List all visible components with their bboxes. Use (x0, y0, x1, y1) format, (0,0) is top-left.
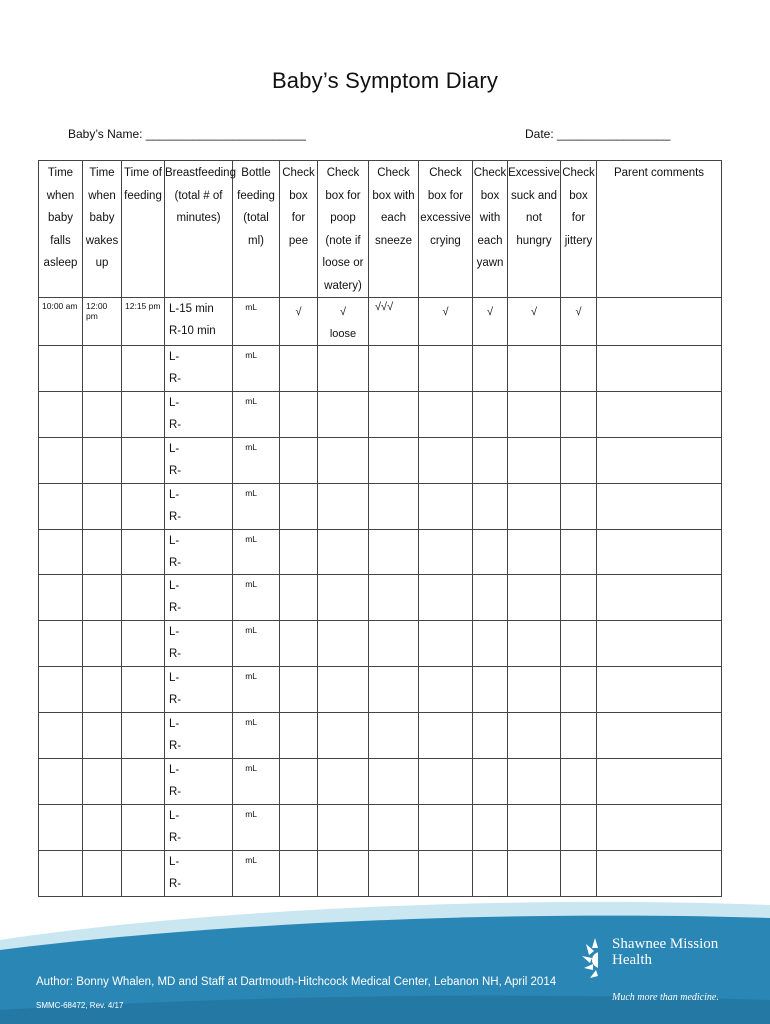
cell-comments[interactable] (597, 391, 722, 437)
cell-poop[interactable] (318, 391, 369, 437)
cell-feeding[interactable] (122, 391, 165, 437)
cell-breastfeeding[interactable] (165, 850, 233, 896)
cell-wakes[interactable] (83, 759, 122, 805)
bottle-ml-label: mL (245, 625, 257, 636)
cell-jittery[interactable] (561, 483, 597, 529)
cell-jittery[interactable] (561, 759, 597, 805)
cell-yawn[interactable] (473, 437, 508, 483)
cell-bottle[interactable] (233, 804, 280, 850)
cell-suck[interactable] (508, 667, 561, 713)
cell-yawn[interactable] (473, 575, 508, 621)
cell-feeding[interactable] (122, 437, 165, 483)
cell-feeding[interactable] (122, 804, 165, 850)
breast-right-label: R- (169, 831, 182, 844)
cell-poop[interactable] (318, 529, 369, 575)
cell-wakes[interactable] (83, 713, 122, 759)
cell-breastfeeding[interactable] (165, 621, 233, 667)
cell-asleep[interactable]: 10:00 am (39, 298, 83, 346)
breast-right-label: R- (169, 786, 182, 799)
cell-crying[interactable] (419, 759, 473, 805)
breast-right-label: R- (169, 464, 182, 477)
cell-bottle[interactable] (233, 759, 280, 805)
cell-crying[interactable] (419, 483, 473, 529)
cell-sneeze[interactable] (369, 713, 419, 759)
cell-yawn[interactable] (473, 529, 508, 575)
cell-comments[interactable] (597, 437, 722, 483)
header-row (39, 161, 722, 298)
cell-sneeze[interactable] (369, 575, 419, 621)
header-sneeze: Check box with each sneeze (369, 161, 419, 298)
sunburst-logo-icon (578, 930, 612, 1000)
cell-asleep[interactable] (39, 346, 83, 392)
cell-wakes[interactable] (83, 621, 122, 667)
header-time-feeding: Time of feeding (122, 161, 165, 298)
date-field[interactable]: Date: _________________ (525, 127, 671, 141)
header-parent-comments: Parent comments (597, 161, 722, 298)
cell-yawn[interactable] (473, 667, 508, 713)
breast-right-label: R- (169, 418, 182, 431)
cell-jittery[interactable]: √ (561, 298, 597, 346)
cell-pee[interactable] (280, 483, 318, 529)
cell-asleep[interactable] (39, 850, 83, 896)
breast-left-label: L- (169, 488, 180, 501)
cell-comments[interactable] (597, 667, 722, 713)
cell-suck[interactable] (508, 621, 561, 667)
cell-bottle[interactable] (233, 391, 280, 437)
cell-sneeze[interactable] (369, 529, 419, 575)
cell-suck[interactable]: √ (508, 298, 561, 346)
cell-yawn[interactable] (473, 346, 508, 392)
cell-poop[interactable] (318, 667, 369, 713)
breast-left-label: L- (169, 351, 180, 363)
breast-left-label: L- (169, 764, 180, 777)
breast-left-label: L- (169, 580, 180, 593)
header-poop: Check box for poop (note if loose or watery) (318, 161, 369, 298)
cell-yawn[interactable] (473, 713, 508, 759)
table-row (39, 529, 722, 575)
cell-comments[interactable] (597, 759, 722, 805)
cell-pee[interactable] (280, 667, 318, 713)
cell-sneeze[interactable] (369, 483, 419, 529)
cell-jittery[interactable] (561, 346, 597, 392)
cell-feeding[interactable] (122, 759, 165, 805)
cell-wakes[interactable] (83, 437, 122, 483)
header-breastfeeding: Breastfeeding (total # of minutes) (165, 161, 233, 298)
header-bottle-feeding: Bottle feeding (total ml) (233, 161, 280, 298)
cell-bottle[interactable] (233, 667, 280, 713)
breast-right-label: R- (169, 373, 182, 385)
cell-feeding[interactable]: 12:15 pm (122, 298, 165, 346)
example-row (39, 298, 722, 346)
breast-right-label: R- (169, 602, 182, 615)
bottle-ml-label: mL (245, 763, 257, 774)
cell-yawn[interactable] (473, 621, 508, 667)
cell-poop[interactable] (318, 437, 369, 483)
cell-crying[interactable] (419, 804, 473, 850)
cell-bottle[interactable] (233, 621, 280, 667)
cell-bottle[interactable] (233, 713, 280, 759)
table-row (39, 621, 722, 667)
cell-breastfeeding[interactable] (165, 346, 233, 392)
cell-jittery[interactable] (561, 437, 597, 483)
cell-jittery[interactable] (561, 804, 597, 850)
breast-right-label: R- (169, 740, 182, 753)
cell-wakes[interactable] (83, 391, 122, 437)
table-row (39, 850, 722, 896)
cell-feeding[interactable] (122, 575, 165, 621)
cell-feeding[interactable] (122, 529, 165, 575)
cell-suck[interactable] (508, 804, 561, 850)
form-code: SMMC-68472, Rev. 4/17 (36, 1001, 124, 1010)
header-time-wakes: Time when baby wakes up (83, 161, 122, 298)
cell-breastfeeding[interactable] (165, 713, 233, 759)
cell-jittery[interactable] (561, 529, 597, 575)
cell-breastfeeding[interactable] (165, 804, 233, 850)
table-row (39, 437, 722, 483)
bottle-ml-label: mL (245, 717, 257, 728)
cell-breastfeeding[interactable] (165, 391, 233, 437)
cell-suck[interactable] (508, 437, 561, 483)
cell-wakes[interactable] (83, 850, 122, 896)
bottle-ml-label: mL (245, 350, 257, 360)
table-row (39, 483, 722, 529)
table-row (39, 667, 722, 713)
cell-comments[interactable] (597, 529, 722, 575)
page-title: Baby’s Symptom Diary (271, 68, 499, 93)
cell-comments[interactable] (597, 483, 722, 529)
cell-crying[interactable] (419, 437, 473, 483)
table-row (39, 346, 722, 392)
cell-feeding[interactable] (122, 850, 165, 896)
breast-left-label: L- (169, 672, 180, 685)
breast-left-label: L- (169, 626, 180, 639)
cell-comments[interactable] (597, 621, 722, 667)
cell-crying[interactable] (419, 621, 473, 667)
cell-sneeze[interactable] (369, 437, 419, 483)
cell-comments[interactable] (597, 713, 722, 759)
cell-asleep[interactable] (39, 529, 83, 575)
cell-crying[interactable]: √ (419, 298, 473, 346)
breast-left-label: L- (169, 809, 180, 822)
cell-jittery[interactable] (561, 391, 597, 437)
cell-breastfeeding[interactable] (165, 575, 233, 621)
table-row (39, 804, 722, 850)
table-row (39, 759, 722, 805)
breast-left-label: L- (169, 534, 180, 547)
cell-breastfeeding[interactable] (165, 529, 233, 575)
cell-sneeze[interactable] (369, 759, 419, 805)
cell-wakes[interactable] (83, 804, 122, 850)
cell-breastfeeding[interactable]: L-15 min R-10 min (165, 298, 233, 346)
babys-name-field[interactable]: Baby’s Name: ________________________ (68, 127, 306, 141)
header-yawn: Check box with each yawn (473, 161, 508, 298)
symptom-diary-table (38, 160, 722, 897)
cell-poop[interactable] (318, 621, 369, 667)
cell-breastfeeding[interactable] (165, 667, 233, 713)
cell-asleep[interactable] (39, 621, 83, 667)
cell-crying[interactable] (419, 575, 473, 621)
cell-suck[interactable] (508, 529, 561, 575)
cell-bottle[interactable] (233, 850, 280, 896)
bottle-ml-label: mL (245, 671, 257, 682)
cell-yawn[interactable] (473, 391, 508, 437)
cell-suck[interactable] (508, 759, 561, 805)
header-pee: Check box for pee (280, 161, 318, 298)
cell-asleep[interactable] (39, 391, 83, 437)
cell-yawn[interactable]: √ (473, 298, 508, 346)
header-jittery: Check box for jittery (561, 161, 597, 298)
cell-asleep[interactable] (39, 437, 83, 483)
cell-poop[interactable] (318, 713, 369, 759)
cell-comments[interactable] (597, 346, 722, 392)
cell-yawn[interactable] (473, 804, 508, 850)
author-credit: Author: Bonny Whalen, MD and Staff at Dartmouth-Hitchcock Medical Center, Lebanon NH, April 2014 (36, 976, 557, 988)
cell-feeding[interactable] (122, 346, 165, 392)
cell-jittery[interactable] (561, 575, 597, 621)
cell-poop[interactable] (318, 850, 369, 896)
table-row (39, 391, 722, 437)
cell-suck[interactable] (508, 346, 561, 392)
cell-breastfeeding[interactable] (165, 437, 233, 483)
cell-pee[interactable] (280, 850, 318, 896)
cell-crying[interactable] (419, 529, 473, 575)
cell-asleep[interactable] (39, 483, 83, 529)
cell-yawn[interactable] (473, 759, 508, 805)
header-crying: Check box for excessive crying (419, 161, 473, 298)
cell-bottle[interactable] (233, 437, 280, 483)
bottle-ml-label: mL (245, 579, 257, 590)
cell-sneeze[interactable] (369, 391, 419, 437)
cell-bottle[interactable] (233, 483, 280, 529)
bottle-ml-label: mL (245, 854, 257, 865)
cell-feeding[interactable] (122, 621, 165, 667)
breast-left-label: L- (169, 396, 180, 409)
cell-bottle[interactable] (233, 575, 280, 621)
cell-wakes[interactable] (83, 575, 122, 621)
cell-pee[interactable] (280, 575, 318, 621)
breast-right-label: R- (169, 694, 182, 707)
cell-pee[interactable] (280, 346, 318, 392)
cell-feeding[interactable] (122, 667, 165, 713)
bottle-ml-label: mL (245, 441, 257, 452)
cell-comments[interactable] (597, 575, 722, 621)
cell-comments[interactable] (597, 850, 722, 896)
cell-crying[interactable] (419, 391, 473, 437)
cell-asleep[interactable] (39, 759, 83, 805)
cell-poop[interactable] (318, 575, 369, 621)
breast-left-label: L- (169, 718, 180, 731)
cell-wakes[interactable] (83, 346, 122, 392)
bottle-ml-label: mL (245, 533, 257, 544)
cell-asleep[interactable] (39, 667, 83, 713)
breast-right-label: R- (169, 877, 182, 890)
cell-suck[interactable] (508, 713, 561, 759)
bottle-ml-label: mL (245, 487, 257, 498)
table-row (39, 713, 722, 759)
brand-tagline: Much more than medicine. (612, 992, 719, 1003)
cell-crying[interactable] (419, 713, 473, 759)
cell-poop[interactable] (318, 483, 369, 529)
cell-yawn[interactable] (473, 483, 508, 529)
cell-poop[interactable] (318, 759, 369, 805)
cell-crying[interactable] (419, 850, 473, 896)
cell-wakes[interactable] (83, 483, 122, 529)
cell-pee[interactable] (280, 621, 318, 667)
bottle-ml-label: mL (245, 395, 257, 406)
cell-jittery[interactable] (561, 621, 597, 667)
cell-sneeze[interactable]: √√√ (369, 298, 419, 346)
cell-yawn[interactable] (473, 850, 508, 896)
header-time-asleep: Time when baby falls asleep (39, 161, 83, 298)
cell-poop[interactable] (318, 346, 369, 392)
cell-pee[interactable] (280, 529, 318, 575)
breast-right-label: R- (169, 648, 182, 661)
cell-poop[interactable]: √ loose (318, 298, 369, 346)
cell-wakes[interactable] (83, 529, 122, 575)
table-row (39, 575, 722, 621)
cell-comments[interactable] (597, 804, 722, 850)
cell-pee[interactable] (280, 804, 318, 850)
cell-feeding[interactable] (122, 483, 165, 529)
header-excessive-suck: Excessive suck and not hungry (508, 161, 561, 298)
cell-bottle[interactable] (233, 346, 280, 392)
brand-name: Shawnee Mission Health (612, 936, 719, 968)
cell-asleep[interactable] (39, 575, 83, 621)
cell-suck[interactable] (508, 391, 561, 437)
cell-wakes[interactable]: 12:00 pm (83, 298, 122, 346)
cell-bottle[interactable] (233, 529, 280, 575)
cell-jittery[interactable] (561, 713, 597, 759)
cell-pee[interactable] (280, 391, 318, 437)
breast-left-label: L- (169, 855, 180, 868)
cell-pee[interactable] (280, 713, 318, 759)
cell-breastfeeding[interactable] (165, 759, 233, 805)
cell-sneeze[interactable] (369, 667, 419, 713)
cell-jittery[interactable] (561, 850, 597, 896)
cell-suck[interactable] (508, 575, 561, 621)
cell-pee[interactable] (280, 759, 318, 805)
bottle-ml-label: mL (245, 808, 257, 819)
cell-feeding[interactable] (122, 713, 165, 759)
cell-sneeze[interactable] (369, 804, 419, 850)
cell-suck[interactable] (508, 483, 561, 529)
cell-suck[interactable] (508, 850, 561, 896)
cell-wakes[interactable] (83, 667, 122, 713)
cell-poop[interactable] (318, 804, 369, 850)
cell-crying[interactable] (419, 346, 473, 392)
cell-pee[interactable]: √ (280, 298, 318, 346)
cell-sneeze[interactable] (369, 850, 419, 896)
cell-asleep[interactable] (39, 713, 83, 759)
cell-jittery[interactable] (561, 667, 597, 713)
cell-sneeze[interactable] (369, 346, 419, 392)
cell-crying[interactable] (419, 667, 473, 713)
breast-right-label: R- (169, 556, 182, 569)
cell-breastfeeding[interactable] (165, 483, 233, 529)
breast-left-label: L- (169, 442, 180, 455)
cell-comments[interactable] (597, 298, 722, 346)
cell-sneeze[interactable] (369, 621, 419, 667)
cell-bottle[interactable]: mL (233, 298, 280, 346)
cell-pee[interactable] (280, 437, 318, 483)
breast-right-label: R- (169, 510, 182, 523)
cell-asleep[interactable] (39, 804, 83, 850)
